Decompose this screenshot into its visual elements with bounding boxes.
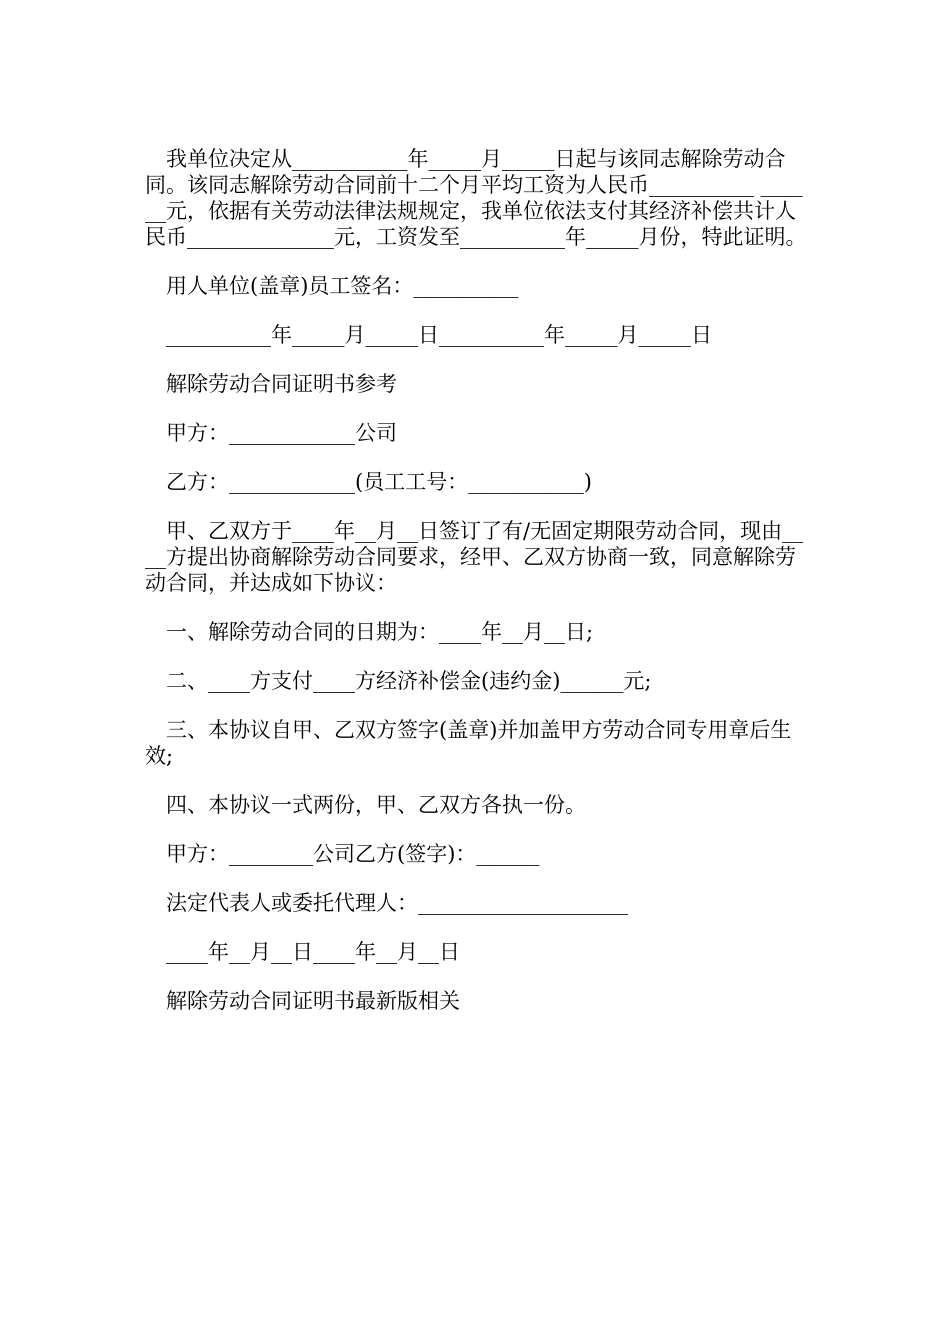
- related-section-heading: 解除劳动合同证明书最新版相关: [166, 989, 460, 1013]
- clause-three: 三、本协议自甲、乙双方签字(盖章)并加盖甲方劳动合同专用章后生效;: [145, 718, 792, 768]
- clause-four: 四、本协议一式两份，甲、乙双方各执一份。: [166, 793, 586, 817]
- employer-seal-employee-signature-line: 用人单位(盖章)员工签名：__________: [166, 274, 519, 298]
- clause-one: 一、解除劳动合同的日期为：____年__月__日;: [166, 620, 594, 644]
- clause-two: 二、____方支付____方经济补偿金(违约金)______元;: [166, 669, 652, 693]
- agreement-preamble-paragraph: 甲、乙双方于____年__月__日签订了有/无固定期限劳动合同，现由____方提出协商解除劳动合同要求，经甲、乙双方协商一致，同意解除劳动合同，并达成如下协议：: [145, 519, 804, 595]
- party-a-line: 甲方：____________公司: [166, 421, 397, 445]
- section-heading-reference: 解除劳动合同证明书参考: [166, 372, 397, 396]
- party-b-line: 乙方：____________(员工工号：___________): [166, 470, 592, 494]
- termination-statement-paragraph: 我单位决定从___________年_____月_____日起与该同志解除劳动合同。该同志解除劳动合同前十二个月平均工资为人民币__________ ______元，依据有关劳动法律法规规定，我单位依法支付其经济补偿共计人民币______________元，工资发至__________年_____月份，特此证明。: [145, 147, 807, 249]
- legal-representative-line: 法定代表人或委托代理人：____________________: [166, 891, 628, 915]
- party-signature-line: 甲方：________公司乙方(签字)：______: [166, 842, 540, 866]
- signature-dates-line: __________年_____月_____日__________年_____月_____日: [166, 323, 712, 347]
- agreement-dates-line: ____年__月__日____年__月__日: [166, 940, 460, 964]
- document-page: [145, 146, 810, 1014]
